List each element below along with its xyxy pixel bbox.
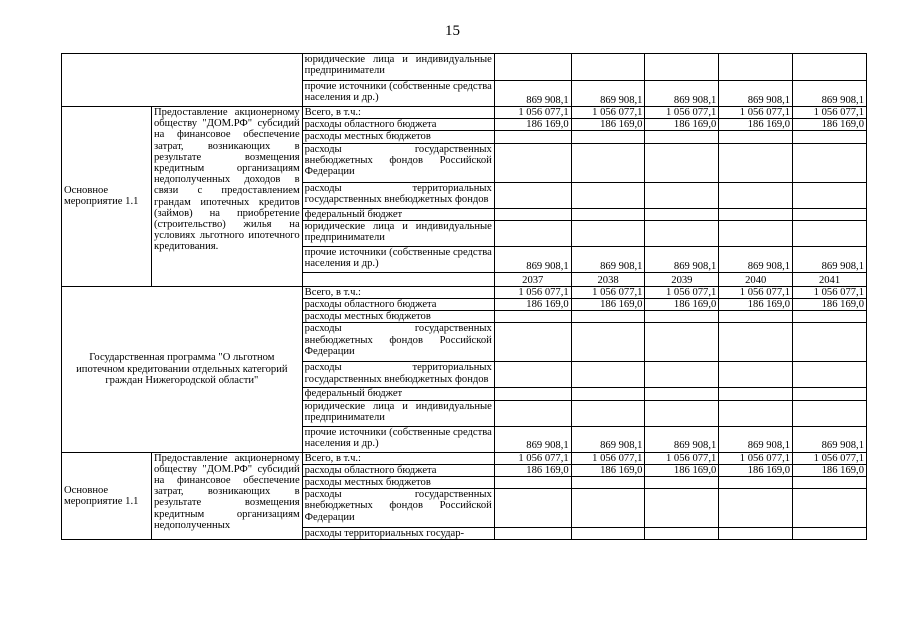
value-cell: 1 056 077,1 [494,107,571,119]
source-label: расходы территориальных государственных внебюджетных фондов [302,362,494,388]
year-header: 2037 [494,272,571,286]
table-row [62,452,867,464]
source-label: юридические лица и индивидуальные предприниматели [302,400,494,426]
source-label: расходы государственных внебюджетных фондов Российской Федерации [302,323,494,362]
year-header: 2040 [719,272,793,286]
value-cell: 186 169,0 [494,464,571,476]
value-cell: 186 169,0 [719,464,793,476]
value-cell: 186 169,0 [645,464,719,476]
source-label: Всего, в т.ч.: [302,452,494,464]
value-cell: 186 169,0 [719,119,793,131]
value-cell: 1 056 077,1 [571,107,645,119]
value-cell: 869 908,1 [645,81,719,107]
value-cell: 869 908,1 [793,426,867,452]
value-cell: 186 169,0 [494,299,571,311]
source-label: расходы государственных внебюджетных фондов Российской Федерации [302,489,494,528]
source-label: расходы местных бюджетов [302,311,494,323]
value-cell: 1 056 077,1 [793,107,867,119]
source-label: расходы областного бюджета [302,119,494,131]
source-label: прочие источники (собственные средства населения и др.) [302,246,494,272]
table-row [62,54,867,81]
year-header: 2039 [645,272,719,286]
value-cell: 186 169,0 [719,299,793,311]
value-cell: 1 056 077,1 [719,452,793,464]
value-cell: 1 056 077,1 [645,286,719,298]
source-label: расходы областного бюджета [302,464,494,476]
year-header: 2038 [571,272,645,286]
source-label: федеральный бюджет [302,388,494,400]
value-cell: 186 169,0 [571,299,645,311]
value-cell: 869 908,1 [571,81,645,107]
value-cell: 186 169,0 [571,119,645,131]
budget-table [61,53,867,540]
value-cell: 1 056 077,1 [645,452,719,464]
source-label: расходы местных бюджетов [302,477,494,489]
value-cell: 869 908,1 [719,426,793,452]
value-cell: 869 908,1 [494,426,571,452]
source-label: расходы территориальных государ- [302,528,494,540]
value-cell: 1 056 077,1 [719,107,793,119]
main-event-name: Основное мероприятие 1.1 [62,107,152,287]
empty-cell [302,272,494,286]
value-cell: 1 056 077,1 [494,452,571,464]
value-cell: 186 169,0 [793,464,867,476]
value-cell: 186 169,0 [645,119,719,131]
source-label: юридические лица и индивидуальные предприниматели [302,220,494,246]
source-label: федеральный бюджет [302,208,494,220]
value-cell: 869 908,1 [719,246,793,272]
value-cell: 186 169,0 [645,299,719,311]
value-cell: 869 908,1 [571,426,645,452]
source-label: расходы государственных внебюджетных фондов Российской Федерации [302,143,494,182]
source-label: расходы областного бюджета [302,299,494,311]
main-event-description: Предоставление акционерному обществу "ДОМ.РФ" субсидий на финансовое обеспечение затрат, возникающих в результате возмещения кредитным организациям недополученных доходов в связи с предоставлением грандам ипотечных кредитов (займов) на приобретение (строительство) жилья на условиях льготного ипотечного кредитования. [152,107,303,287]
value-cell: 869 908,1 [793,81,867,107]
value-cell: 186 169,0 [571,464,645,476]
value-cell: 186 169,0 [793,299,867,311]
value-cell: 186 169,0 [494,119,571,131]
table-row [62,107,867,119]
empty-cell [62,54,303,107]
value-cell: 869 908,1 [645,426,719,452]
value-cell: 1 056 077,1 [571,452,645,464]
value-cell: 869 908,1 [719,81,793,107]
main-event-description: Предоставление акционерному обществу "ДОМ.РФ" субсидий на финансовое обеспечение затрат, возникающих в результате возмещения кредитным организациям недополученных [152,452,303,540]
value-cell: 869 908,1 [645,246,719,272]
source-label: прочие источники (собственные средства населения и др.) [302,81,494,107]
table-row [62,286,867,298]
value-cell: 1 056 077,1 [793,452,867,464]
source-label: Всего, в т.ч.: [302,286,494,298]
value-cell: 1 056 077,1 [494,286,571,298]
source-label: расходы местных бюджетов [302,131,494,143]
value-cell: 869 908,1 [571,246,645,272]
main-event-name: Основное мероприятие 1.1 [62,452,152,540]
value-cell: 869 908,1 [793,246,867,272]
source-label: юридические лица и индивидуальные предприниматели [302,54,494,81]
value-cell: 869 908,1 [494,246,571,272]
value-cell: 186 169,0 [793,119,867,131]
value-cell: 869 908,1 [494,81,571,107]
value-cell: 1 056 077,1 [793,286,867,298]
source-label: расходы территориальных государственных внебюджетных фондов [302,182,494,208]
year-header: 2041 [793,272,867,286]
program-name: Государственная программа "О льготном ипотечном кредитовании отдельных категорий граждан Нижегородской области" [62,286,303,452]
page-number: 15 [445,23,460,39]
source-label: прочие источники (собственные средства населения и др.) [302,426,494,452]
source-label: Всего, в т.ч.: [302,107,494,119]
value-cell: 1 056 077,1 [719,286,793,298]
value-cell: 1 056 077,1 [571,286,645,298]
value-cell: 1 056 077,1 [645,107,719,119]
